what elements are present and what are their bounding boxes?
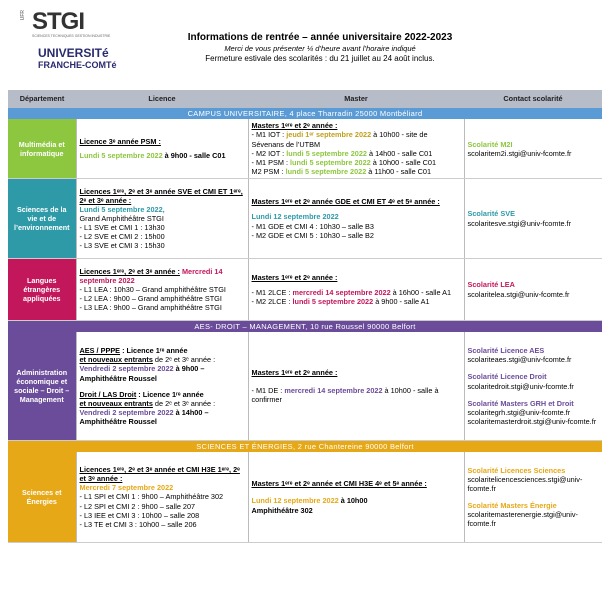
master-date: Lundi 12 septembre 2022 bbox=[251, 496, 339, 506]
licence-cell bbox=[76, 119, 248, 178]
contact-title: Scolarité Licence AES bbox=[467, 346, 545, 356]
table-row bbox=[8, 452, 602, 542]
table-row bbox=[8, 332, 602, 440]
page-header bbox=[0, 0, 610, 86]
licence-date: Lundi 5 septembre 2022, bbox=[79, 204, 165, 214]
campus-row bbox=[8, 440, 602, 452]
licence-time: à 14h00 – Amphithéâtre Roussel bbox=[79, 407, 209, 426]
licence-title: AES / PPPE bbox=[79, 346, 121, 356]
contact-email[interactable]: scolaritelea.stgi@univ-fcomte.fr bbox=[467, 289, 570, 299]
licence-title: Licences 1ᵉʳᵉ, 2ᵉ et 3ᵉ année et CMI H3E 1ᵉʳᵉ, 2ᵉ et 3ᵉ année : bbox=[79, 465, 240, 484]
contact-title: Scolarité LEA bbox=[467, 280, 515, 290]
master-line: - M2 IOT : bbox=[251, 148, 287, 158]
university-logo bbox=[8, 8, 148, 80]
master-detail: à 9h00 - salle A1 bbox=[373, 297, 430, 307]
licence-title-rest: de 2ᵉ et 3ᵉ année : bbox=[152, 398, 216, 408]
master-date: Lundi 12 septembre 2022 bbox=[251, 212, 339, 222]
contact-email[interactable]: scolaritem2i.stgi@univ-fcomte.fr bbox=[467, 148, 572, 158]
licence-cell bbox=[76, 179, 248, 259]
master-title: Masters 1ᵉʳᵉ et 2ᵉ année GDE et CMI ET 4ᵉ et 5ᵉ année : bbox=[251, 197, 440, 207]
contact-title: Scolarité Licence Droit bbox=[467, 372, 547, 382]
contact-cell bbox=[464, 119, 602, 178]
master-title: Masters 1ᵉʳᵉ et 2ᵉ année : bbox=[251, 121, 338, 131]
contact-email[interactable]: scolaritemasterdroit.stgi@univ-fcomte.fr bbox=[467, 416, 597, 426]
licence-line: - L1 SPI et CMI 1 : 9h00 – Amphithéâtre 302 bbox=[79, 492, 224, 502]
licence-cell bbox=[76, 259, 248, 321]
master-line: - M1 2LCE : bbox=[251, 287, 293, 297]
licence-date: Vendredi 2 septembre 2022 bbox=[79, 364, 174, 374]
master-detail: à 10h00 - salle à confirmer bbox=[251, 385, 439, 404]
dept-langues: Langues étrangères appliquées bbox=[8, 259, 76, 321]
master-line: - M1 IOT : bbox=[251, 130, 287, 140]
licence-line: - L3 SVE et CMI 3 : 15h30 bbox=[79, 241, 165, 251]
contact-cell bbox=[464, 452, 602, 542]
master-line: - M1 PSM : bbox=[251, 157, 291, 167]
contact-email[interactable]: scolaritesve.stgi@univ-fcomte.fr bbox=[467, 218, 572, 228]
campus-montbeliard: CAMPUS UNIVERSITAIRE, 4 place Tharradin 25000 Montbéliard bbox=[8, 108, 602, 119]
master-time: à 10h00 bbox=[338, 496, 368, 506]
licence-title: Licence 3ᵉ année PSM : bbox=[79, 137, 161, 147]
master-cell bbox=[248, 332, 464, 440]
licence-title-rest: : Licence 1ʳᵉ année bbox=[136, 389, 204, 399]
licence-line: - L2 SVE et CMI 2 : 15h00 bbox=[79, 232, 165, 242]
licence-line: - L1 LEA : 10h30 – Grand amphithéâtre STGI bbox=[79, 284, 226, 294]
table-header-row bbox=[8, 90, 602, 108]
page-subtitle: Merci de vous présenter ¼ d’heure avant l’horaire indiqué bbox=[224, 44, 416, 53]
master-date: lundi 5 septembre 2022 bbox=[285, 166, 367, 176]
dept-svt: Sciences de la vie et de l’environnement bbox=[8, 179, 76, 259]
campus-aes: AES- DROIT – MANAGEMENT, 10 rue Roussel 90000 Belfort bbox=[8, 321, 602, 333]
licence-line: - L3 TE et CMI 3 : 10h00 – salle 206 bbox=[79, 519, 197, 529]
closure-dates: Fermeture estivale des scolarités : du 21 juillet au 24 août inclus. bbox=[205, 54, 435, 63]
master-date: mercredi 14 septembre 2022 bbox=[284, 385, 383, 395]
schedule-table bbox=[8, 90, 602, 543]
master-line: M2 PSM : bbox=[251, 166, 286, 176]
logo-stgi: STGI bbox=[32, 8, 85, 35]
licence-date: Mercredi 7 septembre 2022 bbox=[79, 483, 174, 493]
licence-title: Droit / LAS Droit bbox=[79, 389, 137, 399]
contact-title: Scolarité Masters Énergie bbox=[467, 501, 557, 511]
licence-line: - L1 SVE et CMI 1 : 13h30 bbox=[79, 223, 165, 233]
table-row bbox=[8, 119, 602, 178]
licence-cell bbox=[76, 452, 248, 542]
logo-subtitle: SCIENCES TECHNIQUES GESTION INDUSTRIE bbox=[32, 34, 111, 38]
licence-line: - L2 LEA : 9h00 – Grand amphithéâtre STGI bbox=[79, 294, 222, 304]
licence-date: Mercredi 14 septembre 2022 bbox=[79, 266, 223, 285]
contact-email[interactable]: scolariteaes.stgi@univ-fcomte.fr bbox=[467, 355, 572, 365]
master-detail: à 10h00 - site de Sévenans de l’UTBM bbox=[251, 130, 428, 149]
col-licence: Licence bbox=[76, 90, 248, 108]
licence-title: Licences 1ᵉʳᵉ, 2ᵉ et 3ᵉ année : bbox=[79, 266, 180, 276]
master-cell bbox=[248, 259, 464, 321]
licence-title: et nouveaux entrants bbox=[79, 398, 153, 408]
campus-row bbox=[8, 108, 602, 119]
licence-cell bbox=[76, 332, 248, 440]
licence-date: Vendredi 2 septembre 2022 bbox=[79, 407, 174, 417]
master-detail: à 14h00 - salle C01 bbox=[366, 148, 433, 158]
master-detail: à 16h00 - salle A1 bbox=[390, 287, 452, 297]
master-date: lundi 5 septembre 2022 bbox=[292, 297, 374, 307]
master-line: - M1 DE : bbox=[251, 385, 285, 395]
master-date: lundi 5 septembre 2022 bbox=[286, 148, 367, 158]
licence-title-rest: : Licence 1ʳᵉ année bbox=[120, 346, 188, 356]
licence-title: Licences 1ᵉʳᵉ, 2ᵉ et 3ᵉ année SVE et CMI ET 1ᵉʳᵉ, 2ᵉ et 3ᵉ année : bbox=[79, 186, 243, 205]
master-cell bbox=[248, 119, 464, 178]
contact-cell bbox=[464, 179, 602, 259]
master-date: lundi 5 septembre 2022 bbox=[290, 157, 371, 167]
col-contact: Contact scolarité bbox=[464, 90, 602, 108]
licence-time: à 9h00 – Amphithéâtre Roussel bbox=[79, 364, 205, 383]
master-cell bbox=[248, 452, 464, 542]
master-detail: à 10h00 - salle C01 bbox=[370, 157, 437, 167]
master-line: - M1 GDE et CMI 4 : 10h30 – salle B3 bbox=[251, 221, 374, 231]
campus-sciences: SCIENCES ET ÉNERGIES, 2 rue Chantereine 90000 Belfort bbox=[8, 440, 602, 452]
title-block bbox=[160, 32, 480, 63]
contact-cell bbox=[464, 259, 602, 321]
contact-title: Scolarité Masters GRH et Droit bbox=[467, 398, 574, 408]
master-date: mercredi 14 septembre 2022 bbox=[292, 287, 391, 297]
contact-email[interactable]: scolaritelicencesciences.stgi@univ-fcomte.fr bbox=[467, 474, 583, 493]
licence-title-rest: de 2ᵉ et 3ᵉ année : bbox=[152, 355, 216, 365]
campus-row bbox=[8, 321, 602, 333]
page-title: Informations de rentrée – année universitaire 2022-2023 bbox=[187, 32, 453, 43]
master-cell bbox=[248, 179, 464, 259]
contact-email[interactable]: scolaritedroit.stgi@univ-fcomte.fr bbox=[467, 381, 574, 391]
col-dept: Département bbox=[8, 90, 76, 108]
contact-title: Scolarité Licences Sciences bbox=[467, 465, 566, 475]
master-title: Masters 1ᵉʳᵉ et 2ᵉ année : bbox=[251, 368, 338, 378]
logo-ufr: UFR bbox=[20, 10, 26, 21]
contact-title: Scolarité SVE bbox=[467, 209, 515, 219]
contact-title: Scolarité M2I bbox=[467, 139, 513, 149]
table-row bbox=[8, 259, 602, 321]
logo-franche-comte: FRANCHE-COMTé bbox=[38, 60, 117, 70]
licence-line: - L2 SPI et CMI 2 : 9h00 – salle 207 bbox=[79, 501, 196, 511]
dept-aes: Administration économique et sociale – Droit – Management bbox=[8, 332, 76, 440]
master-title: Masters 1ᵉʳᵉ et 2ᵉ année : bbox=[251, 272, 338, 282]
licence-place: Grand Amphithéâtre STGI bbox=[79, 213, 164, 223]
licence-line: - L3 LEA : 9h00 – Grand amphithéâtre STGI bbox=[79, 303, 222, 313]
licence-time: à 9h00 - salle C01 bbox=[162, 151, 226, 161]
dept-mmi: Multimédia et informatique bbox=[8, 119, 76, 178]
contact-cell bbox=[464, 332, 602, 440]
contact-email[interactable]: scolaritemasterenergie.stgi@univ-fcomte.fr bbox=[467, 510, 578, 529]
licence-line: - L3 IEE et CMI 3 : 10h00 – salle 208 bbox=[79, 510, 200, 520]
dept-sciences: Sciences et Énergies bbox=[8, 452, 76, 542]
master-date: jeudi 1ᵉʳ septembre 2022 bbox=[286, 130, 372, 140]
logo-universite: UNIVERSITé bbox=[38, 46, 109, 60]
master-line: - M2 GDE et CMI 5 : 10h30 – salle B2 bbox=[251, 230, 374, 240]
contact-email[interactable]: scolaritegrh.stgi@univ-fcomte.fr bbox=[467, 407, 571, 417]
master-detail: à 11h00 - salle C01 bbox=[366, 166, 432, 176]
table-row bbox=[8, 179, 602, 259]
licence-date: Lundi 5 septembre 2022 bbox=[79, 151, 163, 161]
col-master: Master bbox=[248, 90, 464, 108]
master-title: Masters 1ᵉʳᵉ et 2ᵉ année et CMI H3E 4ᵉ et 5ᵉ année : bbox=[251, 479, 427, 489]
master-line: - M2 2LCE : bbox=[251, 297, 293, 307]
licence-title: et nouveaux entrants bbox=[79, 355, 153, 365]
master-place: Amphithéâtre 302 bbox=[251, 505, 313, 515]
